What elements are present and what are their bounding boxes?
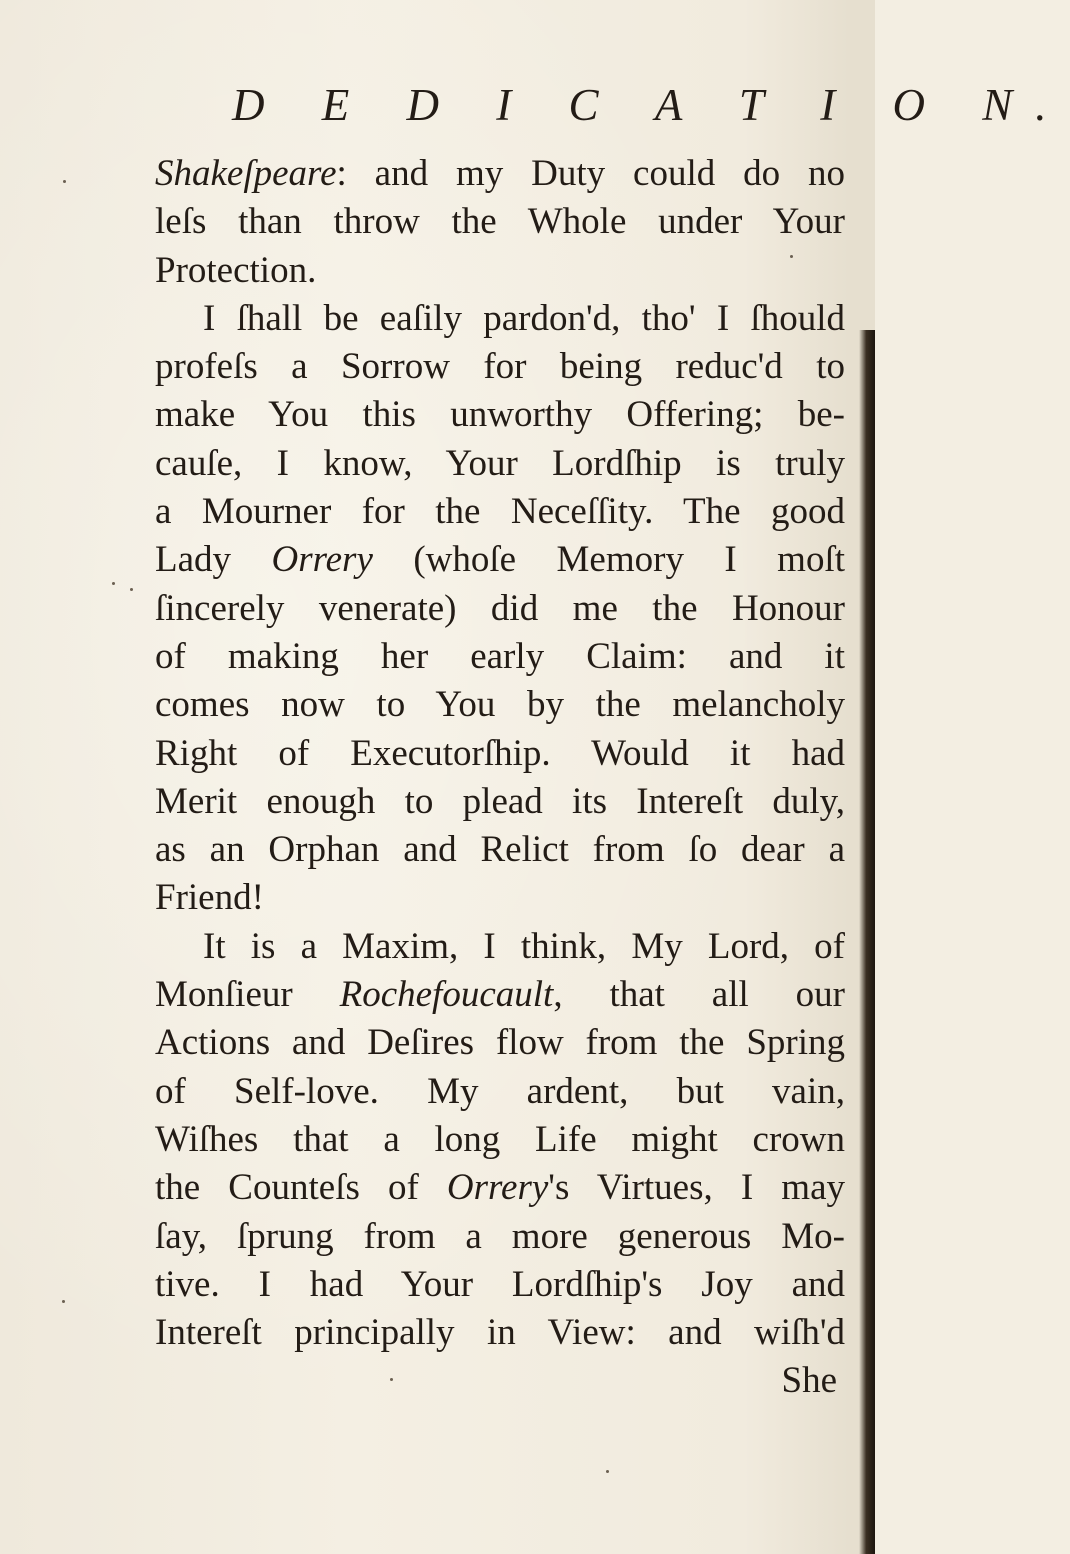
- paper-speck: [130, 588, 133, 591]
- text-line: leſs than throw the Whole under Your: [155, 201, 845, 243]
- page-spine-shadow: [859, 330, 875, 1554]
- text-line: Friend!: [155, 877, 264, 919]
- text-line: It is a Maxim, I think, My Lord, of: [203, 925, 845, 967]
- paper-speck: [606, 1470, 609, 1473]
- paper-speck: [390, 1378, 393, 1381]
- text-line: as an Orphan and Relict from ſo dear a: [155, 829, 845, 871]
- text-line: Wiſhes that a long Life might crown: [155, 1118, 845, 1160]
- text-line: profeſs a Sorrow for being reduc'd to: [155, 346, 845, 388]
- text-line: Right of Executorſhip. Would it had: [155, 732, 845, 774]
- text-line: Intereſt principally in View: and wiſh'd: [155, 1312, 845, 1354]
- text-line: Lady Orrery (whoſe Memory I moſt: [155, 539, 846, 581]
- paper-speck: [62, 1300, 65, 1303]
- text-line: Protection.: [155, 249, 317, 291]
- text-line: ſay, ſprung from a more generous Mo-: [155, 1215, 845, 1257]
- text-line: Shakeſpeare: and my Duty could do no: [155, 153, 845, 194]
- text-line: make You this unworthy Offering; be-: [155, 394, 845, 436]
- text-line: tive. I had Your Lordſhip's Joy and: [155, 1263, 845, 1305]
- text-line: of Self-love. My ardent, but vain,: [155, 1070, 845, 1112]
- paper-speck: [790, 255, 793, 258]
- text-line: cauſe, I know, Your Lordſhip is truly: [155, 442, 845, 484]
- text-line: of making her early Claim: and it: [155, 635, 845, 677]
- body-text: [155, 150, 845, 1406]
- catchword: She: [781, 1360, 837, 1402]
- paper-speck: [112, 582, 115, 585]
- running-header: D E D I C A T I O N.: [232, 80, 1070, 130]
- text-line: the Counteſs of Orrery's Virtues, I may: [155, 1167, 845, 1209]
- text-line: ſincerely venerate) did me the Honour: [155, 587, 845, 629]
- text-line: a Mourner for the Neceſſity. The good: [155, 491, 845, 533]
- text-line: Actions and Deſires flow from the Spring: [155, 1022, 845, 1064]
- text-line: Monſieur Rochefoucault, that all our: [155, 974, 845, 1016]
- text-line: I ſhall be eaſily pardon'd, tho' I ſhould: [203, 297, 845, 339]
- text-line: comes now to You by the melancholy: [155, 684, 845, 726]
- paper-speck: [63, 180, 66, 183]
- text-line: Merit enough to plead its Intereſt duly,: [155, 780, 845, 822]
